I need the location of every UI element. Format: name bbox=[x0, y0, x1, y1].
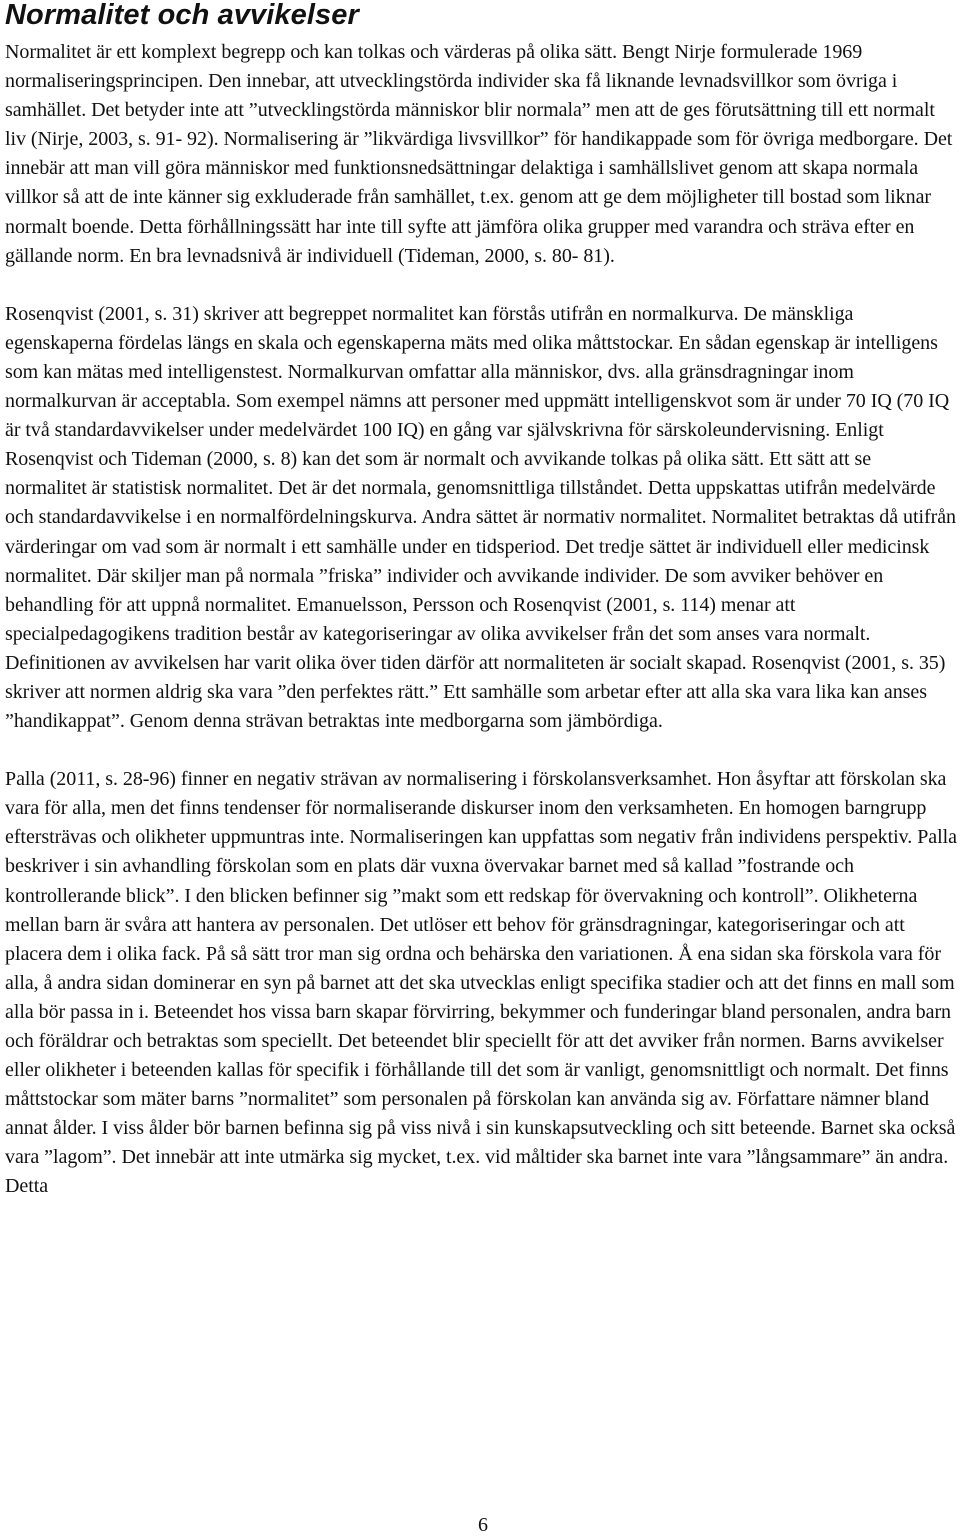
document-page bbox=[5, 0, 957, 1202]
paragraph-normal-curve: Rosenqvist (2001, s. 31) skriver att begreppet normalitet kan förstås utifrån en normalkurva. De mänskliga egenskaperna fördelas längs en skala och egenskaperna mäts med olika måttstockar. En sådan egenskap är intelligens som kan mätas med intelligenstest. Normalkurvan omfattar alla människor, dvs. alla gränsdragningar inom normalkurvan är acceptabla. Som exempel nämns att personer med uppmätt intelligenskvot som är under 70 IQ (70 IQ är två standardavvikelser under medelvärdet 100 IQ) en gång var självskrivna för särskoleundervisning. Enligt Rosenqvist och Tideman (2000, s. 8) kan det som är normalt och avvikande tolkas på olika sätt. Ett sätt att se normalitet är statistisk normalitet. Det är det normala, genomsnittliga tillståndet. Detta uppskattas utifrån medelvärde och standardavvikelse i en normalfördelningskurva. Andra sättet är normativ normalitet. Normalitet betraktas då utifrån värderingar om vad som är normalt i ett samhälle under en tidsperiod. Det tredje sättet är individuell eller medicinsk normalitet. Där skiljer man på normala ”friska” individer och avvikande individer. De som avviker behöver en behandling för att uppnå normalitet. Emanuelsson, Persson och Rosenqvist (2001, s. 114) menar att specialpedagogikens tradition består av kategoriseringar av olika avvikelser från det som anses vara normalt. Definitionen av avvikelsen har varit olika över tiden därför att normaliteten är socialt skapad. Rosenqvist (2001, s. 35) skriver att normen aldrig ska vara ”den perfektes rätt.” Ett samhälle som arbetar efter att alla ska vara lika kan anses ”handikappat”. Genom denna strävan betraktas inte medborgarna som jämbördiga. bbox=[5, 302, 956, 733]
section-heading: Normalitet och avvikelser bbox=[5, 0, 359, 31]
page-number: 6 bbox=[478, 1514, 488, 1536]
paragraph-preschool-normalization: Palla (2011, s. 28-96) finner en negativ strävan av normalisering i förskolansverksamhet. Hon åsyftar att förskolan ska vara för alla, men det finns tendenser för normaliserande diskurser inom den verksamheten. En homogen barngrupp eftersträvas och olikheter uppmuntras inte. Normaliseringen kan uppfattas som negativ från individens perspektiv. Palla beskriver i sin avhandling förskolan som en plats där vuxna övervakar barnet med så kallad ”fostrande och kontrollerande blick”. I den blicken befinner sig ”makt som ett redskap för övervakning och kontroll”. Olikheterna mellan barn är svåra att hantera av personalen. Det utlöser ett behov för gränsdragningar, kategoriseringar och att placera dem i olika fack. På så sätt tror man sig ordna och behärska den variationen. Å ena sidan ska förskola vara för alla, å andra sidan dominerar en syn på barnet att det ska utvecklas enligt specifika stadier och att det finns en mall som alla bör passa in i. Beteendet hos vissa barn skapar förvirring, bekymmer och funderingar bland personalen, andra barn och föräldrar och betraktas som speciellt. Det beteendet blir speciellt för att det avviker från normen. Barns avvikelser eller olikheter i beteenden kallas för specifik i förhållande till det som är vanligt, genomsnittligt och normalt. Det finns måttstockar som mäter barns ”normalitet” som personalen på förskolan kan använda sig av. Författare nämner bland annat ålder. I viss ålder bör barnen befinna sig på viss nivå i sin kunskapsutveckling och sitt beteende. Barnet ska också vara ”lagom”. Det innebär att inte utmärka sig mycket, t.ex. vid måltider ska barnet inte vara ”långsammare” än andra. Detta bbox=[5, 768, 957, 1198]
paragraph-normalization-principle: Normalitet är ett komplext begrepp och kan tolkas och värderas på olika sätt. Bengt Nirje formulerade 1969 normaliseringsprincipen. Den innebar, att utvecklingstörda individer ska få liknande levnadsvillkor som övriga i samhället. Det betyder inte att ”utvecklingstörda människor blir normala” men att de ges förutsättning till ett normalt liv (Nirje, 2003, s. 91- 92). Normalisering är ”likvärdiga livsvillkor” för handikappade som för övriga medborgare. Det innebär att man vill göra människor med funktionsnedsättningar delaktiga i samhällslivet genom att skapa normala villkor så att de inte känner sig exkluderade från samhället, t.ex. genom att ge dem möjligheter till bostad som liknar normalt boende. Detta förhållningssätt har inte till syfte att jämföra olika grupper med varandra och sträva efter en gällande norm. En bra levnadsnivå är individuell (Tideman, 2000, s. 80- 81). bbox=[5, 41, 953, 267]
